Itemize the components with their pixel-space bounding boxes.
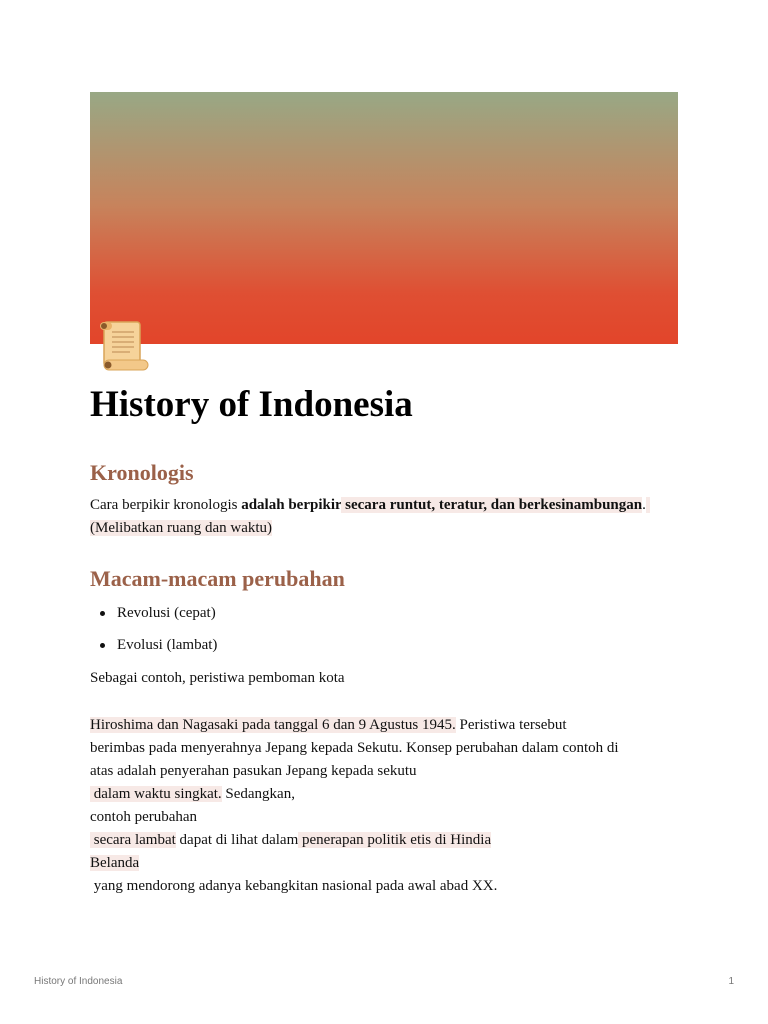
list-item-label: Revolusi (cepat) (117, 605, 216, 621)
text-run: atas adalah penyerahan pasukan Jepang kepada sekutu (90, 763, 417, 779)
bullet-dot (100, 611, 105, 616)
kronologis-text-period: . (642, 497, 646, 513)
kronologis-text-bold: adalah berpikir (241, 497, 342, 513)
cover-image (90, 92, 678, 344)
example-intro: Sebagai contoh, peristiwa pemboman kota (90, 670, 345, 686)
bullet-dot (100, 643, 105, 648)
text-run: Peristiwa tersebut (455, 717, 567, 733)
text-highlight: Hiroshima dan Nagasaki pada tanggal 6 dan 9 Agustus 1945. (90, 717, 456, 733)
footer-page-number: 1 (728, 976, 734, 987)
text-highlight: dalam waktu singkat. (90, 786, 222, 802)
section-heading-perubahan: Macam-macam perubahan (90, 566, 345, 591)
text-highlight: penerapan politik etis di Hindia (298, 832, 492, 848)
text-run: Sedangkan, (221, 786, 295, 802)
list-item (100, 634, 217, 656)
text-run: berimbas pada menyerahnya Jepang kepada Sekutu. Konsep perubahan dalam contoh di (90, 740, 619, 756)
example-paragraph (90, 714, 619, 898)
list-item (100, 602, 216, 624)
kronologis-paragraph (90, 494, 650, 540)
page-title: History of Indonesia (90, 384, 413, 425)
kronologis-text-highlight: secara runtut, teratur, dan berkesinambungan (341, 497, 643, 513)
scroll-icon (98, 320, 150, 372)
list-item-label: Evolusi (lambat) (117, 637, 218, 653)
kronologis-text-plain: Cara berpikir kronologis (90, 497, 242, 513)
kronologis-note: (Melibatkan ruang dan waktu) (90, 520, 273, 536)
text-highlight: Belanda (90, 855, 140, 871)
text-run: dapat di lihat dalam (175, 832, 299, 848)
text-run: yang mendorong adanya kebangkitan nasional pada awal abad XX. (90, 878, 498, 894)
section-heading-kronologis: Kronologis (90, 460, 194, 485)
text-run: contoh perubahan (90, 809, 198, 825)
footer-doc-title: History of Indonesia (34, 976, 123, 987)
text-highlight: secara lambat (90, 832, 176, 848)
